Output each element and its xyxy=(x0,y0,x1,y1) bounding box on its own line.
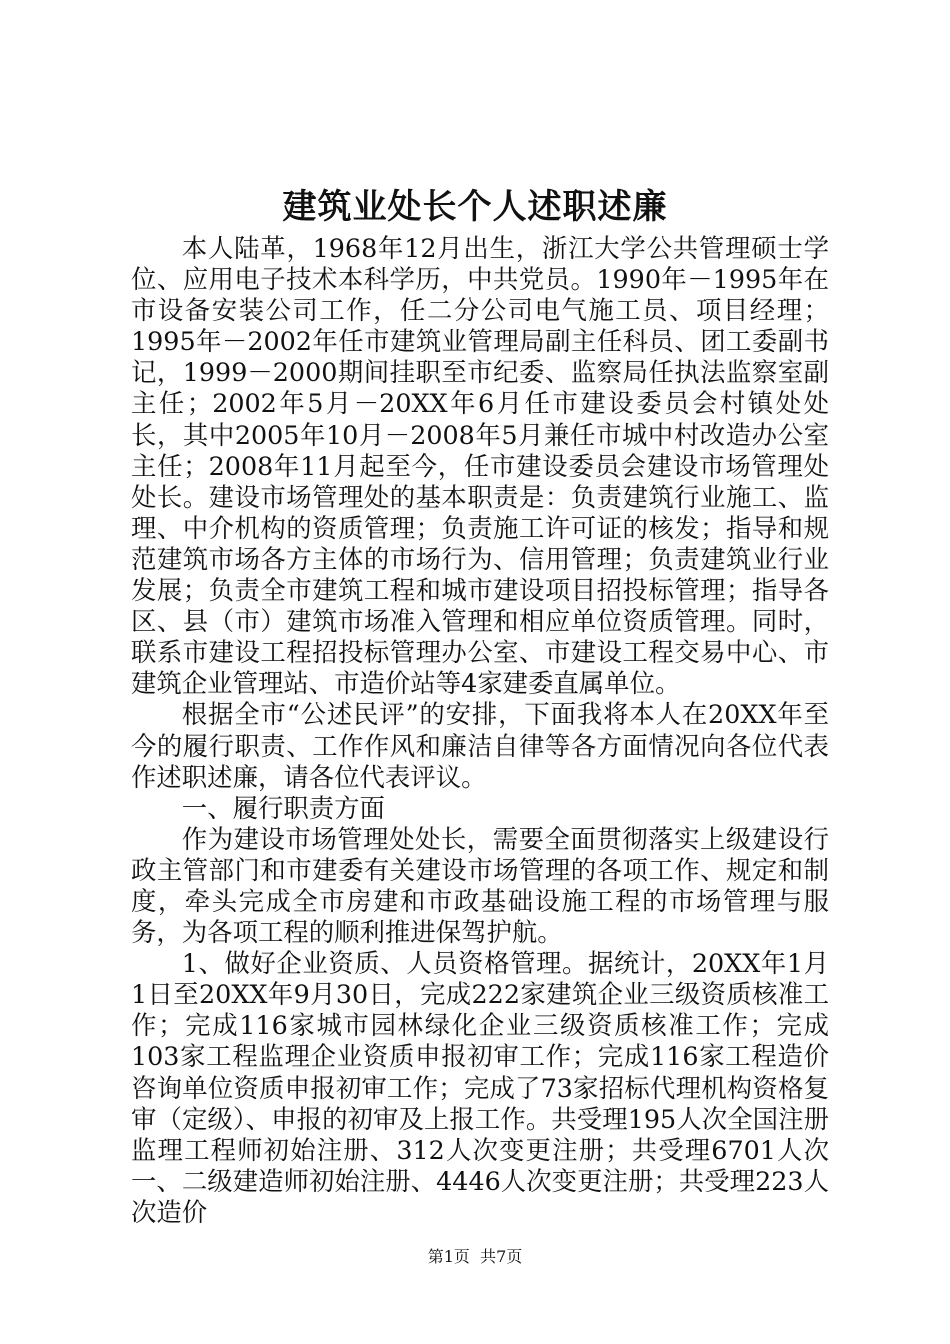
page-number: 第1页 xyxy=(427,1247,470,1266)
paragraph-duties: 作为建设市场管理处处长，需要全面贯彻落实上级建设行政主管部门和市建委有关建设市场管理的各项工作、规定和制度，牵头完成全市房建和市政基础设施工程的市场管理与服务，为各项工程的顺利推进保驾护航。 xyxy=(131,823,829,948)
page-footer xyxy=(0,1246,950,1268)
section-heading-duties: 一、履行职责方面 xyxy=(181,792,385,823)
paragraph-intro: 本人陆革，1968年12月出生，浙江大学公共管理硕士学位、应用电子技术本科学历，中共党员。1990年－1995年在市设备安装公司工作，任二分公司电气施工员、项目经理；1995年－2002年任市建筑业管理局副主任科员、团工委副书记，1999－2000期间挂职至市纪委、监察局任执法监察室副主任；2002年5月－20XX年6月任市建设委员会村镇处处长，其中2005年10月－2008年5月兼任市城中村改造办公室主任；2008年11月起至今，任市建设委员会建设市场管理处处长。建设市场管理处的基本职责是：负责建筑行业施工、监理、中介机构的资质管理；负责施工许可证的核发；指导和规范建筑市场各方主体的市场行为、信用管理；负责建筑业行业发展；负责全市建筑工程和城市建设项目招投标管理；指导各区、县（市）建筑市场准入管理和相应单位资质管理。同时，联系市建设工程招投标管理办公室、市建设工程交易中心、市建筑企业管理站、市造价站等4家建委直属单位。 xyxy=(131,233,829,699)
paragraph-arrangement: 根据全市“公述民评”的安排，下面我将本人在20XX年至今的履行职责、工作作风和廉洁自律等各方面情况向各位代表作述职述廉，请各位代表评议。 xyxy=(131,699,829,792)
document-body xyxy=(131,233,829,1228)
document-title: 建筑业处长个人述职述廉 xyxy=(282,187,668,227)
page-total: 共7页 xyxy=(480,1247,523,1266)
paragraph-qualification: 1、做好企业资质、人员资格管理。据统计，20XX年1月1日至20XX年9月30日，完成222家建筑企业三级资质核准工作；完成116家城市园林绿化企业三级资质核准工作；完成103家工程监理企业资质申报初审工作；完成116家工程造价咨询单位资质申报初审工作；完成了73家招标代理机构资格复审（定级）、申报的初审及上报工作。共受理195人次全国注册监理工程师初始注册、312人次变更注册；共受理6701人次一、二级建造师初始注册、4446人次变更注册；共受理223人次造价 xyxy=(131,948,829,1227)
